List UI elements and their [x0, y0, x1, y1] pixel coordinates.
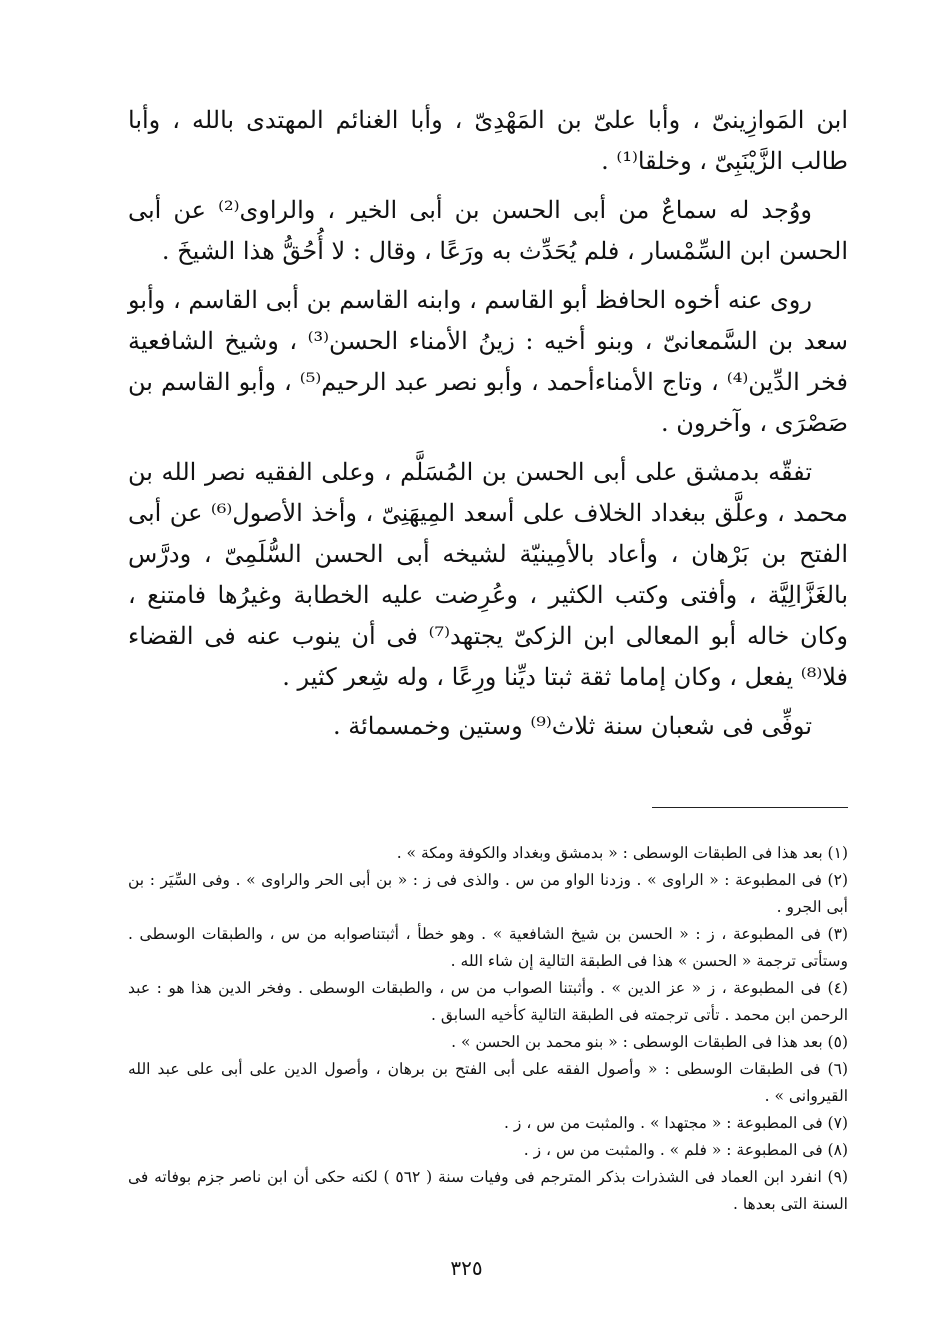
page-number: ٣٢٥ [450, 1256, 483, 1280]
paragraph-5: توفِّى فى شعبان سنة ثلاث⁽⁹⁾ وستين وخمسمائة . [332, 712, 812, 740]
footnote-separator [652, 807, 848, 808]
footnote-7: (٧) فى المطبوعة : « مجتهدا » . والمثبت من س ، ز . [504, 1114, 848, 1132]
footnote-3: (٣) فى المطبوعة ، ز : « الحسن بن شيخ الشافعية » . وهو خطأ ، أثبتناصوابه من س ، والطبقات الوسطى . وستأتى ترجمة « الحسن » هذا فى الطبقة التالية إن شاء الله . [128, 925, 848, 970]
footnote-1: (١) بعد هذا فى الطبقات الوسطى : « بدمشق وبغداد والكوفة ومكة » . [396, 844, 848, 862]
footnote-8: (٨) فى المطبوعة : « فلم » . والمثبت من س ، ز . [523, 1141, 848, 1159]
footnote-4: (٤) فى المطبوعة ، ز « عز الدين » . وأثبتنا الصواب من س ، والطبقات الوسطى . وفخر الدين هذا هو : عبد الرحمن ابن محمد . تأتى ترجمته فى الطبقة التالية كأخيه السابق . [128, 979, 848, 1024]
footnote-2: (٢) فى المطبوعة : « الراوى » . وزدنا الواو من س . والذى فى ز : « بن أبى الحر والراوى » . وفى السِّيَر : بن أبى الجرو . [128, 871, 848, 916]
paragraph-1: ابن المَوازِينىّ ، وأبا علىّ بن المَهْدِىّ ، وأبا الغنائم المهتدى بالله ، وأبا طالب الزَّيْنَبِىّ ، وخلقا⁽¹⁾ . [128, 106, 848, 175]
paragraph-3: روى عنه أخوه الحافظ أبو القاسم ، وابنه القاسم بن أبى القاسم ، وأبو سعد بن السَّمعانىّ ، وبنو أخيه : زينُ الأمناء الحسن⁽³⁾ ، وشيخ الشافعية فخر الدِّين⁽⁴⁾ ، وتاج الأمناءأحمد ، وأبو نصر عبد الرحيم⁽⁵⁾ ، وأبو القاسم بن صَصْرَى ، وآخرون . [128, 286, 849, 437]
footnotes [128, 840, 848, 1218]
paragraph-4: تفقّه بدمشق على أبى الحسن بن المُسَلَّم ، وعلى الفقيه نصر الله بن محمد ، وعلَّق ببغداد الخلاف على أسعد المِيهَنِىّ ، وأخذ الأصول⁽⁶⁾ عن أبى الفتح بن بَرْهان ، وأعاد بالأمِينيّة لشيخه أبى الحسن السُّلَمِىّ ، ودرَّس بالغَزَّالِيَّة ، وأفتى وكتب الكثير ، وعُرِضت عليه الخطابة وغيرُها فامتنع ، وكان خاله أبو المعالى ابن الزكىّ يجتهد⁽⁷⁾ فى أن ينوب عنه فى القضاء فلا⁽⁸⁾ يفعل ، وكان إماما ثقة ثبتا ديِّنا ورِعًا ، وله شِعر كثير . [128, 458, 848, 691]
main-text [128, 100, 848, 755]
paragraph-2: ووُجد له سماعٌ من أبى الحسن بن أبى الخير ، والراوى⁽²⁾ عن أبى الحسن ابن السِّمْسار ، فلم يُحَدِّث به ورَعًا ، وقال : لا أُحُقُّ هذا الشيخَ . [128, 196, 848, 265]
footnote-9: (٩) انفرد ابن العماد فى الشذرات بذكر المترجم فى وفيات سنة ( ٥٦٢ ) لكنه حكى أن ابن ناصر جزم بوفاته فى السنة التى بعدها . [128, 1168, 848, 1213]
footnote-5: (٥) بعد هذا فى الطبقات الوسطى : « بنو محمد بن الحسن » . [451, 1033, 848, 1051]
footnote-6: (٦) فى الطبقات الوسطى : « وأصول الفقه على أبى الفتح بن برهان ، وأصول الدين على أبى على عبد الله القيروانى » . [128, 1060, 848, 1105]
